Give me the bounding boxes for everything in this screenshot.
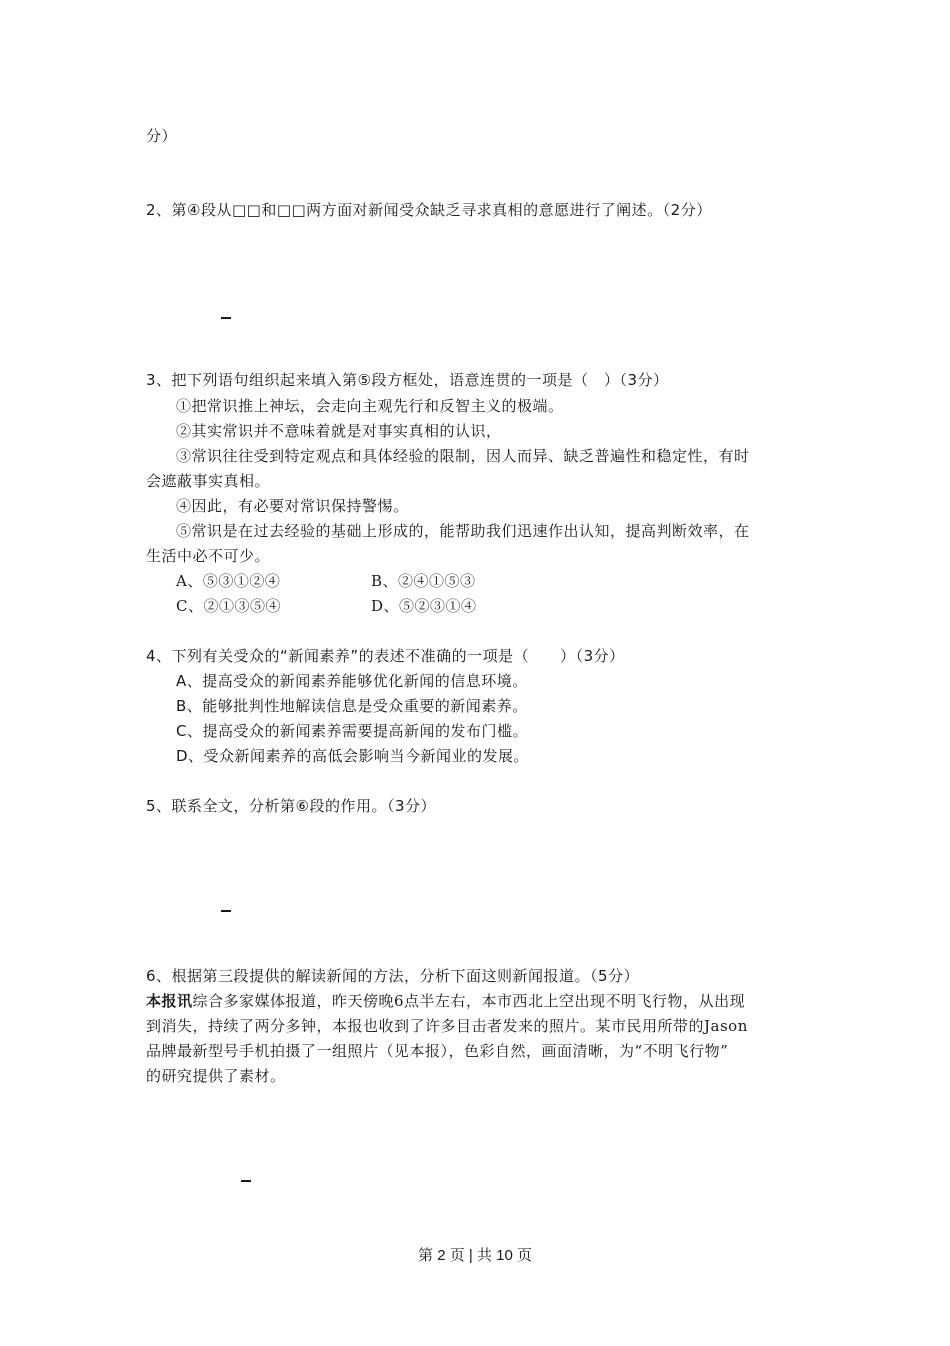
news-report-line-3: 品牌最新型号手机拍摄了一组照片（见本报），色彩自然，画面清晰，为“不明飞行物” bbox=[146, 1042, 729, 1060]
news-lead: 本报讯 bbox=[146, 992, 193, 1010]
news-report-line-4: 的研究提供了素材。 bbox=[146, 1067, 286, 1085]
question-2: 2、第④段从□□和□□两方面对新闻受众缺乏寻求真相的意愿进行了阐述。（2分） bbox=[146, 201, 712, 219]
question-4-option-d: D、受众新闻素养的高低会影响当今新闻业的发展。 bbox=[176, 747, 530, 765]
question-4-stem: 4、下列有关受众的“新闻素养”的表述不准确的一项是（ ）（3分） bbox=[146, 647, 625, 665]
news-text: 综合多家媒体报道，昨天傍晚6点半左右，本市西北上空出现不明飞行物，从出现 bbox=[192, 992, 746, 1010]
question-6-stem: 6、根据第三段提供的解读新闻的方法，分析下面这则新闻报道。（5分） bbox=[146, 967, 640, 985]
question-3-sentence-5a: ⑤常识是在过去经验的基础上形成的，能帮助我们迅速作出认知，提高判断效率，在 bbox=[176, 522, 750, 540]
answer-blank-mark bbox=[241, 1180, 251, 1182]
answer-blank-mark bbox=[221, 317, 231, 319]
question-4-option-b: B、能够批判性地解读信息是受众重要的新闻素养。 bbox=[176, 697, 528, 715]
question-3-option-c: C、②①③⑤④ bbox=[176, 597, 281, 615]
question-3-sentence-1: ①把常识推上神坛，会走向主观先行和反智主义的极端。 bbox=[176, 397, 564, 415]
question-3-option-b: B、②④①⑤③ bbox=[371, 572, 476, 590]
question-3-sentence-4: ④因此，有必要对常识保持警惕。 bbox=[176, 497, 409, 515]
answer-blank-mark bbox=[221, 910, 231, 912]
news-report-line-1 bbox=[146, 991, 745, 1011]
question-3-option-d: D、⑤②③①④ bbox=[371, 597, 477, 615]
question-5: 5、联系全文，分析第⑥段的作用。（3分） bbox=[146, 797, 437, 815]
question-3-sentence-2: ②其实常识并不意味着就是对事实真相的认识， bbox=[176, 422, 502, 440]
question-4-option-a: A、提高受众的新闻素养能够优化新闻的信息环境。 bbox=[176, 672, 528, 690]
question-4-option-c: C、提高受众的新闻素养需要提高新闻的发布门槛。 bbox=[176, 722, 528, 740]
question-3-sentence-3a: ③常识往往受到特定观点和具体经验的限制，因人而异、缺乏普遍性和稳定性，有时 bbox=[176, 447, 750, 465]
question-3-sentence-3b: 会遮蔽事实真相。 bbox=[146, 472, 271, 490]
continuation-text: 分） bbox=[146, 127, 178, 145]
question-3-sentence-5b: 生活中必不可少。 bbox=[146, 547, 271, 565]
page-footer: 第 2 页 | 共 10 页 bbox=[418, 1247, 532, 1264]
question-3-option-a: A、⑤③①②④ bbox=[176, 572, 281, 590]
question-3-stem: 3、把下列语句组织起来填入第⑤段方框处，语意连贯的一项是（ ）（3分） bbox=[146, 371, 669, 389]
news-report-line-2: 到消失，持续了两分多钟，本报也收到了许多目击者发来的照片。某市民用所带的Jason bbox=[146, 1017, 748, 1035]
